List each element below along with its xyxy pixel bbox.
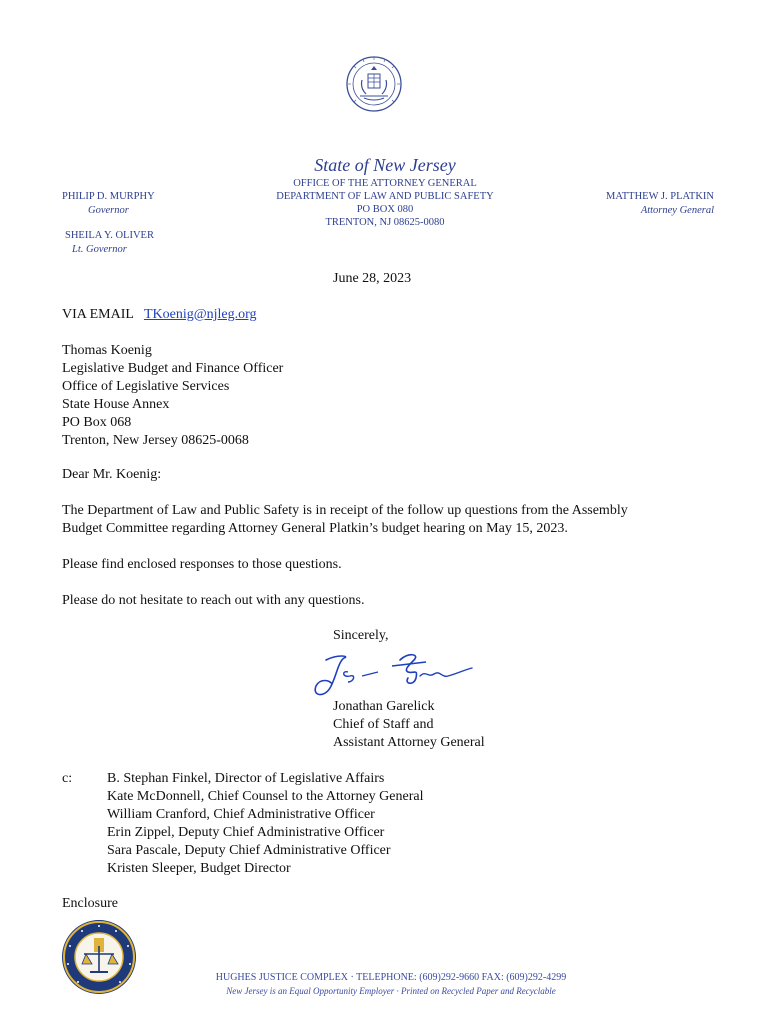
office-line: OFFICE OF THE ATTORNEY GENERAL [293, 178, 477, 189]
body-paragraph-1 [62, 502, 712, 538]
attorney-general-name: MATTHEW J. PLATKIN [605, 191, 714, 202]
office-line: PO BOX 080 [356, 204, 414, 215]
office-address-block [230, 177, 540, 229]
cc-label: c: [62, 771, 73, 786]
footer-contact-line: HUGHES JUSTICE COMPLEX · TELEPHONE: (609)292-9660 FAX: (609)292-4299 [215, 972, 567, 983]
signer-title: Assistant Attorney General [333, 735, 485, 750]
address-line: Thomas Koenig [62, 343, 152, 358]
address-line: PO Box 068 [62, 415, 132, 430]
governor-block [62, 190, 155, 218]
lt-governor-block [65, 229, 154, 257]
cc-recipient: Sara Pascale, Deputy Chief Administrative Officer [107, 843, 391, 858]
footer-employer-line: New Jersey is an Equal Opportunity Employer · Printed on Recycled Paper and Recyclable [226, 986, 556, 996]
address-line: State House Annex [62, 397, 170, 412]
cc-recipient: Kate McDonnell, Chief Counsel to the Attorney General [107, 789, 424, 804]
closing: Sincerely, [333, 628, 389, 643]
recipient-address [62, 342, 283, 450]
salutation: Dear Mr. Koenig: [62, 467, 162, 482]
cc-recipient: William Cranford, Chief Administrative Officer [107, 807, 375, 822]
state-title: State of New Jersey [314, 155, 456, 175]
cc-recipient: Kristen Sleeper, Budget Director [107, 861, 291, 876]
office-line: DEPARTMENT OF LAW AND PUBLIC SAFETY [276, 191, 494, 202]
signer-block [333, 698, 485, 752]
cc-list [107, 770, 423, 878]
governor-name: PHILIP D. MURPHY [62, 191, 155, 202]
signer-title: Chief of Staff and [333, 717, 434, 732]
body-paragraph-3: Please do not hesitate to reach out with any questions. [62, 593, 365, 608]
cc-recipient: B. Stephan Finkel, Director of Legislative Affairs [107, 771, 385, 786]
paragraph-line: Budget Committee regarding Attorney General Platkin’s budget hearing on May 15, 2023. [62, 521, 568, 536]
via-label: VIA EMAIL [62, 307, 134, 322]
governor-title: Governor [88, 205, 129, 216]
cc-recipient: Erin Zippel, Deputy Chief Administrative Officer [107, 825, 385, 840]
signature-icon [308, 648, 478, 700]
lt-governor-name: SHEILA Y. OLIVER [65, 230, 154, 241]
via-email-line [62, 306, 257, 324]
signer-name: Jonathan Garelick [333, 699, 435, 714]
letter-date: June 28, 2023 [333, 271, 412, 286]
paragraph-line: The Department of Law and Public Safety is in receipt of the follow up questions from the Assembly [62, 503, 628, 518]
address-line: Legislative Budget and Finance Officer [62, 361, 284, 376]
address-line: Trenton, New Jersey 08625-0068 [62, 433, 249, 448]
enclosure-note: Enclosure [62, 896, 118, 911]
attorney-general-office-seal-icon [60, 918, 138, 996]
attorney-general-block [594, 190, 714, 218]
lt-governor-title: Lt. Governor [72, 244, 127, 255]
address-line: Office of Legislative Services [62, 379, 230, 394]
new-jersey-state-seal-icon [344, 50, 404, 128]
body-paragraph-2: Please find enclosed responses to those questions. [62, 557, 342, 572]
attorney-general-title: Attorney General [640, 205, 714, 216]
recipient-email-link[interactable]: TKoenig@njleg.org [143, 307, 257, 322]
office-line: TRENTON, NJ 08625-0080 [325, 217, 445, 228]
